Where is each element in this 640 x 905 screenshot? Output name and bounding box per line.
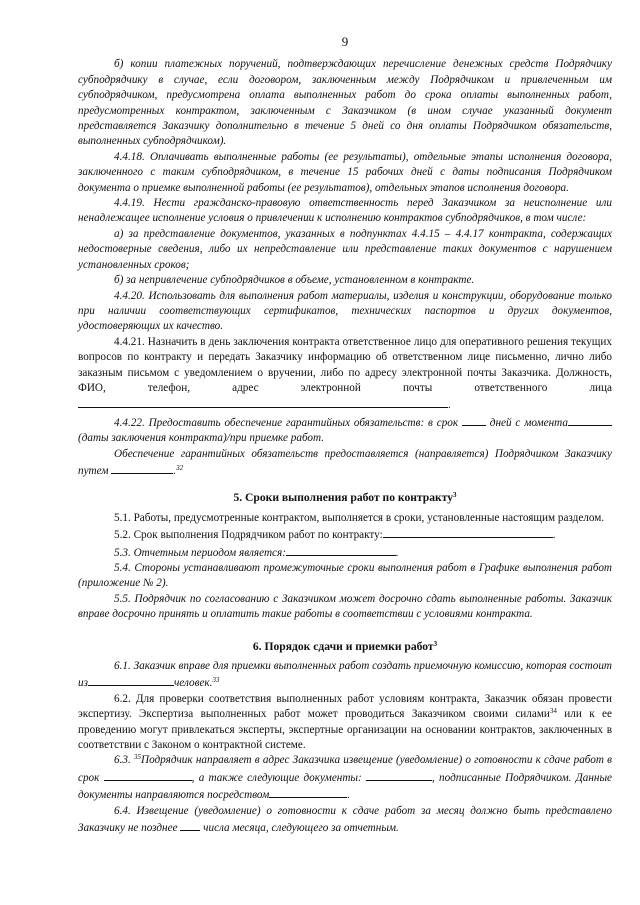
paragraph-6-1	[78, 659, 612, 692]
paragraph-6-2	[78, 692, 612, 754]
blank-responsible-person	[78, 396, 448, 408]
paragraph-5-1: 5.1. Работы, предусмотренные контрактом, выполняется в сроки, установленные настоящим разделом.	[114, 511, 605, 524]
page-number: 9	[341, 34, 349, 49]
paragraph-6-3: 6.3. $^{35}$Подрядчик направляет в адрес Заказчика извещение (уведомление) о готовности к сдаче работ в срок , а также следующие документы: , подписанные Подрядчиком. Данные документы направляются посредством .	[78, 753, 613, 802]
section-6-footnote: 3	[433, 639, 438, 648]
section-6-heading	[78, 639, 612, 654]
p52-text: 5.2. Срок выполнения Подрядчиком работ по контракту:	[114, 529, 383, 542]
blank-deadline	[104, 769, 192, 781]
paragraph-4-4-22	[78, 414, 612, 447]
p8b-text: дней с момента	[489, 416, 568, 429]
section-5-heading	[78, 490, 612, 505]
p64-text: 6.4. Извещение (уведомление) о готовности к сдаче работ за месяц должно быть представлено Заказчику не позднее	[78, 804, 612, 835]
paragraph-a-documents: а) за представление документов, указанных в подпунктах 4.4.15 – 4.4.17 контракта, содержащих недостоверные сведения, либо их непредставление или представление таких документов с нарушением установленных сроков;	[78, 227, 612, 271]
footnote-33: 33	[212, 676, 220, 685]
paragraph-b-payment-orders: б) копии платежных поручений, подтверждающих перечисление денежных средств Подрядчику субподрядчику в случае, если договором, заключенным между Подрядчиком и привлеченным им субподрядчиком, предусмотрена оплата выполненных работ до срока оплаты выполненных работ, предусмотренных контрактом, заключенным с Заказчиком (в ином случае указанный документ представляется Заказчику дополнительно в течение 5 дней со дня оплаты Подрядчиком обязательств, выполненных субподрядчиком).	[78, 58, 612, 148]
blank-moment	[568, 414, 612, 426]
p63a-text: 6.3.	[114, 754, 131, 767]
paragraph-4-4-18: 4.4.18. Оплачивать выполненные работы (ее результаты), отдельные этапы исполнения договора, заключенного с таким субподрядчиком, в течение 15 рабочих дней с даты подписания Подрядчиком документа о приемке выполненной работы (ее результатов), отдельных этапов исполнения договора.	[78, 150, 612, 194]
blank-means	[269, 786, 347, 798]
blank-term	[383, 526, 553, 538]
blank-documents	[366, 769, 432, 781]
paragraph-4-4-19: 4.4.19. Нести гражданско-правовую ответственность перед Заказчиком за неисполнение или ненадлежащее исполнение условия о привлечении к исполнению контрактов субподрядчиков, в том числе:	[78, 197, 612, 225]
p61a-text: 6.1. Заказчик вправе для приемки выполненных работ создать приемочную комиссию, которая состоит из	[78, 660, 612, 690]
section-5-title: 5. Сроки выполнения работ по контракту	[233, 491, 454, 505]
p9-text: Обеспечение гарантийных обязательств предоставляется (направляется) Подрядчиком Заказчику путем	[78, 447, 612, 477]
paragraph-5-5: 5.5. Подрядчик по согласованию с Заказчиком может досрочно сдать выполненные работы. Заказчик вправе досрочно принять и оплатить такие работы в соответствии с условиями контракта.	[78, 592, 612, 621]
p63d-text: , подписанные Подрядчиком. Данные документы направляются посредством	[78, 771, 613, 802]
p53-text: 5.3. Отчетным периодом является:	[114, 546, 286, 559]
paragraph-5-3: 5.3. Отчетным периодом является: .	[78, 544, 612, 561]
blank-commission	[88, 674, 174, 686]
paragraph-guarantee-provision: Обеспечение гарантийных обязательств предоставляется (направляется) Подрядчиком Заказчику путем .$^{32}$	[78, 447, 612, 477]
blank-day	[180, 819, 200, 831]
paragraph-6-4	[78, 804, 612, 837]
p64b-text: числа месяца, следующего за отчетным.	[203, 822, 399, 835]
paragraph-4-4-21-text: 4.4.21. Назначить в день заключения контракта ответственное лицо для оперативного решения текущих вопросов по контракту и передать Заказчику информацию об ответственном лице письменно, лично либо заказным письмом с уведомлением о вручении, либо по адресу электронной почты Заказчика. Должность, ФИО, телефон, адрес электронной почты ответственного лица	[78, 335, 612, 394]
footnote-34: 34	[549, 707, 557, 716]
section-6-title: 6. Порядок сдачи и приемки работ	[252, 639, 434, 653]
document-page	[78, 34, 612, 837]
p61b-text: человек.	[173, 677, 213, 690]
paragraph-5-2: 5.2. Срок выполнения Подрядчиком работ по контракту: .	[78, 526, 612, 543]
footnote-32: 32	[176, 463, 184, 472]
blank-period	[286, 544, 396, 556]
p8c-text: (даты заключения контракта)/при приемке работ.	[78, 432, 325, 445]
footnote-35: 35	[133, 753, 141, 762]
p63b-text: Подрядчик направляет в адрес Заказчика извещение (уведомление) о готовности к сдаче работ в срок	[78, 754, 612, 784]
paragraph-4-4-21: 4.4.21. Назначить в день заключения контракта ответственное лицо для оперативного решения текущих вопросов по контракту и передать Заказчику информацию об ответственном лице письменно, лично либо заказным письмом с уведомлением о вручении, либо по адресу электронной почты Заказчика. Должность, ФИО, телефон, адрес электронной почты ответственного лица.	[78, 335, 612, 412]
blank-days	[462, 414, 486, 426]
p63c-text: , а также следующие документы:	[191, 771, 362, 784]
blank-method	[111, 462, 173, 474]
section-5-footnote: 3	[453, 491, 457, 500]
paragraph-4-4-20: 4.4.20. Использовать для выполнения работ материалы, изделия и конструкции, оборудование только при наличии соответствующих сертификатов, технических паспортов и других документов, удостоверяющих их качество.	[78, 289, 612, 333]
paragraph-b-subcontractors: б) за непривлечение субподрядчиков в объеме, установленном в контракте.	[114, 274, 475, 287]
paragraph-5-4: 5.4. Стороны устанавливают промежуточные сроки выполнения работ в Графике выполнения работ (приложение № 2).	[78, 562, 612, 590]
p62a-text: 6.2. Для проверки соответствия выполненных работ условиям контракта, Заказчик обязан провести экспертизу. Экспертиза выполненных работ может проводиться Заказчиком своими силами	[78, 692, 612, 721]
p8a-text: 4.4.22. Предоставить обеспечение гарантийных обязательств: в срок	[114, 416, 459, 429]
p62b-text: или к ее проведению могут привлекаться эксперты, экспертные организации на основании контрактов, заключенных в соответствии с Законом о контрактной системе.	[78, 708, 612, 752]
